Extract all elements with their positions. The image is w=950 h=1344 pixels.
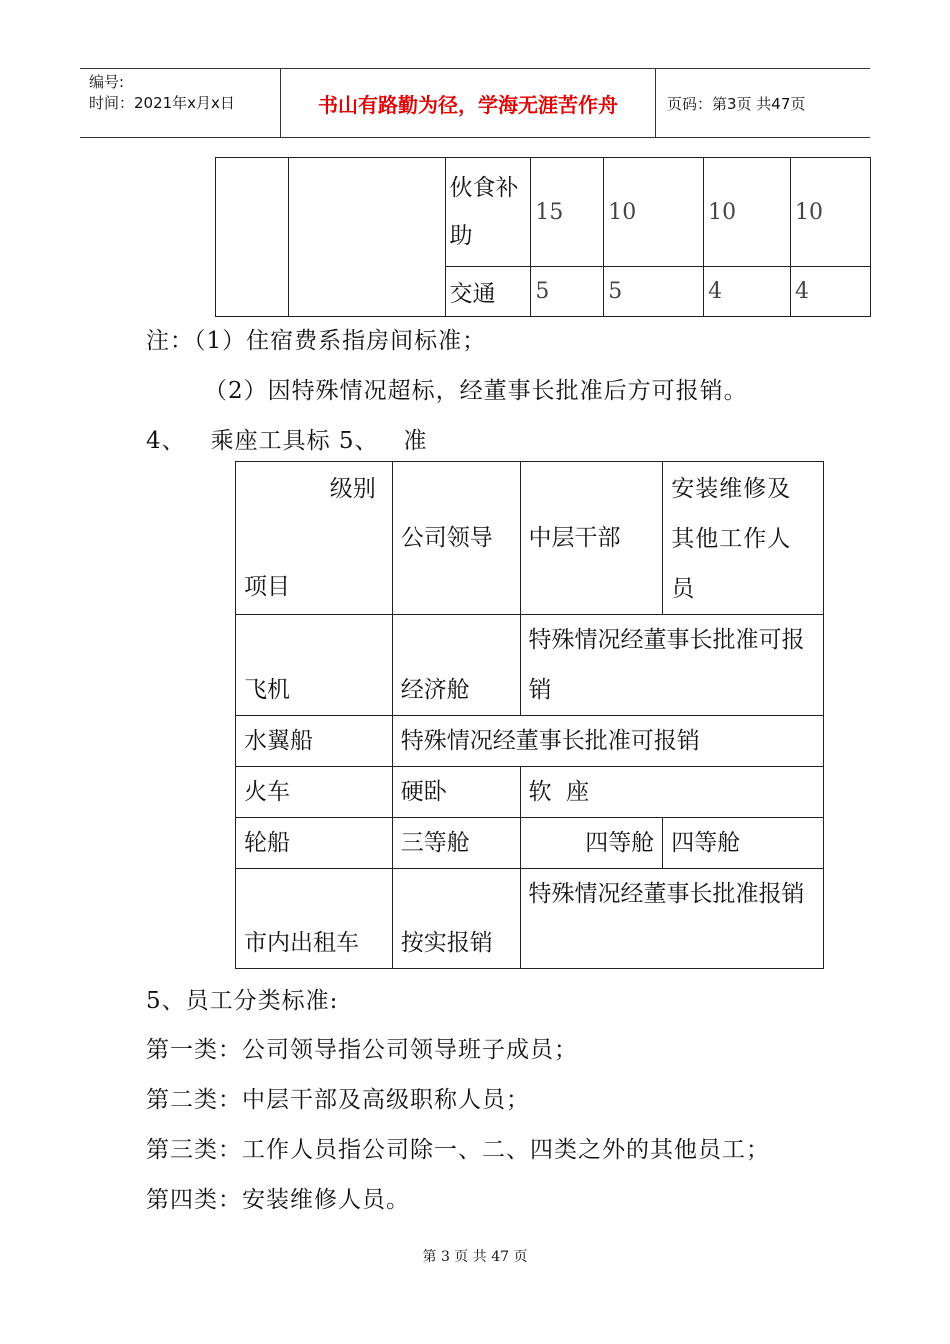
category-1: 第一类：公司领导指公司领导班子成员； bbox=[146, 1037, 578, 1063]
section-5-title: 5、员工分类标准: bbox=[146, 988, 339, 1014]
level-label: 级别 bbox=[329, 476, 376, 502]
document-date: 时间：2021年x月x日 bbox=[89, 94, 235, 112]
category-2: 第二类：中层干部及高级职称人员； bbox=[146, 1087, 530, 1113]
category-3: 第三类：工作人员指公司除一、二、四类之外的其他员工； bbox=[146, 1137, 770, 1163]
table-cell: 特殊情况经董事长批准报销 bbox=[520, 869, 823, 969]
header-meta bbox=[80, 69, 280, 137]
table-cell: 5 bbox=[531, 267, 604, 317]
table-cell bbox=[216, 158, 289, 317]
column-company-leader: 公司领导 bbox=[392, 462, 520, 615]
transport-label: 交通 bbox=[445, 267, 531, 317]
table-cell: 硬卧 bbox=[392, 767, 520, 818]
table-cell: 15 bbox=[531, 158, 604, 267]
row-label-train: 火车 bbox=[236, 767, 393, 818]
allowance-table bbox=[215, 157, 871, 317]
table-row bbox=[236, 615, 824, 716]
transport-standard-table bbox=[235, 461, 824, 969]
table-cell: 特殊情况经董事长批准可报销 bbox=[520, 615, 823, 716]
table-cell: 10 bbox=[604, 158, 704, 267]
table-cell: 特殊情况经董事长批准可报销 bbox=[392, 716, 823, 767]
header-motto: 书山有路勤为径，学海无涯苦作舟 bbox=[280, 69, 656, 137]
table-cell: 按实报销 bbox=[392, 869, 520, 969]
table-cell: 4 bbox=[791, 267, 871, 317]
table-row bbox=[236, 869, 824, 969]
section-4-title: 4、 乘座工具标 5、 准 bbox=[146, 428, 428, 454]
row-label-hydrofoil: 水翼船 bbox=[236, 716, 393, 767]
table-row bbox=[236, 767, 824, 818]
column-middle-manager: 中层干部 bbox=[520, 462, 663, 615]
row-label-ship: 轮船 bbox=[236, 818, 393, 869]
page-header bbox=[80, 68, 870, 138]
table-cell: 三等舱 bbox=[392, 818, 520, 869]
table-cell: 5 bbox=[604, 267, 704, 317]
table-row bbox=[236, 818, 824, 869]
column-other-staff: 安装维修及其他工作人员 bbox=[663, 462, 824, 615]
header-page-info: 页码：第3页 共47页 bbox=[667, 94, 806, 113]
meal-allowance-label: 伙食补助 bbox=[445, 158, 531, 267]
table-cell bbox=[288, 158, 445, 317]
table-row bbox=[236, 462, 824, 615]
table-row bbox=[216, 158, 871, 267]
note-2: （2）因特殊情况超标，经董事长批准后方可报销。 bbox=[204, 378, 748, 404]
table-row bbox=[236, 716, 824, 767]
item-label: 项目 bbox=[244, 574, 290, 600]
document-number-label: 编号: bbox=[89, 73, 125, 91]
header-corner-cell bbox=[236, 462, 393, 615]
table-cell: 4 bbox=[704, 267, 791, 317]
table-cell: 经济舱 bbox=[392, 615, 520, 716]
table-cell: 10 bbox=[791, 158, 871, 267]
table-cell: 软 座 bbox=[520, 767, 823, 818]
category-4: 第四类：安装维修人员。 bbox=[146, 1187, 410, 1213]
page-footer: 第 3 页 共 47 页 bbox=[422, 1249, 528, 1265]
table-cell: 10 bbox=[704, 158, 791, 267]
table-cell: 四等舱 bbox=[663, 818, 824, 869]
note-1: 注：（1）住宿费系指房间标准； bbox=[146, 328, 487, 354]
table-cell: 四等舱 bbox=[520, 818, 663, 869]
row-label-taxi: 市内出租车 bbox=[236, 869, 393, 969]
row-label-plane: 飞机 bbox=[236, 615, 393, 716]
